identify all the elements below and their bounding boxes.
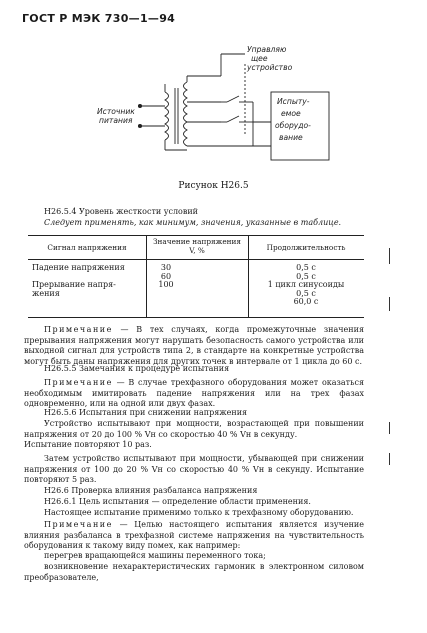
page-header: ГОСТ Р МЭК 730—1—94 [22,12,176,25]
note-1 [24,325,364,367]
header-value [146,238,248,255]
severity-table [28,235,364,318]
row-dip-label: Падение напряжения [32,263,125,272]
note-2-label: Примечание [44,378,113,387]
margin-change-bar [389,248,390,264]
voltage-value-1: 30 [160,263,172,272]
section-h26-5-5-title: Н26.5.5 Замечания к процедуре испытания [44,364,230,373]
section-h26-5-6-p1: Устройство испытывают при мощности, возрастающей при повышении напряжения от 20 до 100 % Vн со скоростью 40 % Vн в секунду. [24,419,364,439]
control-label: Управляю щее устройство [247,45,293,72]
table-bottom-rule [28,317,364,318]
section-h26-5-6-p2: Затем устройство испытывают при мощности, убывающей при снижении напряжения от 100 до 20 % Vн со скоростью 40 % Vн в секунду. Испытание повторяют 5 раз. [24,454,364,485]
row-interrupt-line-1: Прерывание напря- [32,280,116,289]
note-2-text: — В случае трехфазного оборудования может оказаться необходимым имитировать падение напряжения или на трех фазах одновременно, или на одной или двух фазах. [24,378,364,409]
section-h26-6-title: Н26.6 Проверка влияния разбаланса напряжения [44,486,258,495]
note-3-text: — Целью настоящего испытания является изучение влияния разбаланса в трехфазной системе напряжения на чувствительность оборудования к такому виду помех, как например: [24,520,364,551]
secondary-coil [184,82,188,146]
voltage-value-3: 100 [158,280,174,290]
note-3-item-2: возникновение нехарактеристических гармоник в электронном силовом преобразователе, [24,562,364,582]
margin-change-bar [389,297,390,311]
note-3 [24,520,364,552]
section-h26-6-p2: Настоящее испытание применимо только к трехфазному оборудованию. [44,508,354,517]
section-h26-6-p1: Н26.6.1 Цель испытания — определение области применения. [44,497,311,506]
row-interrupt-label [32,281,116,298]
duration-value-2: 0,5 с [296,271,316,281]
note-3-label: Примечание [44,520,113,529]
switch-2 [227,116,239,122]
section-h26-5-4-lead: Следует применять, как минимум, значения, указанные в таблице. [44,218,342,227]
source-label: Источник питания [97,107,135,125]
header-signal: Сигнал напряжения [47,243,127,252]
duration-value-5: 60,0 с [293,297,319,307]
note-3-item-1: перегрев вращающейся машины переменного тока; [44,551,266,560]
note-1-text: — В тех случаях, когда промежуточные значения прерывания напряжения могут нарушать безопасность самого устройства или выходной сигнал для устройств типа 2, в стандарте на конкретные устройства могут быть даны напряжения для других точек в интервале от 1 цикла до 60 с. [24,325,364,366]
primary-coil [165,92,169,140]
note-2 [24,378,364,410]
row-interrupt-line-2: жения [32,288,60,298]
table-header-rule [28,259,364,260]
switch-1 [227,96,239,102]
source-terminal-bottom [138,124,141,127]
duration-value-4: 0,5 с [296,288,316,298]
figure-caption: Рисунок Н26.5 [178,181,249,191]
table-top-rule [28,235,364,236]
margin-change-bar [389,422,390,434]
duration-value-1: 0,5 с [296,263,316,272]
header-value-line-1: Значение напряжения [153,237,241,246]
test-equipment-label: Испыту- емое оборудо- вание [275,97,311,142]
margin-change-bar [389,453,390,465]
header-value-line-2: V, % [189,245,205,255]
test-setup-diagram [95,44,335,179]
section-h26-5-4-title: Н26.5.4 Уровень жесткости условий [44,207,199,216]
note-1-label: Примечание [44,325,113,334]
section-h26-5-6-p1b: Испытание повторяют 10 раз. [24,440,152,449]
section-h26-5-6-title: Н26.5.6 Испытания при снижении напряжения [44,408,248,417]
header-duration: Продолжительность [266,243,346,252]
duration-values [248,264,364,307]
voltage-values [146,264,186,290]
duration-value-3: 1 цикл синусоиды [267,280,345,290]
source-terminal-top [138,104,141,107]
voltage-value-2: 60 [160,271,172,281]
